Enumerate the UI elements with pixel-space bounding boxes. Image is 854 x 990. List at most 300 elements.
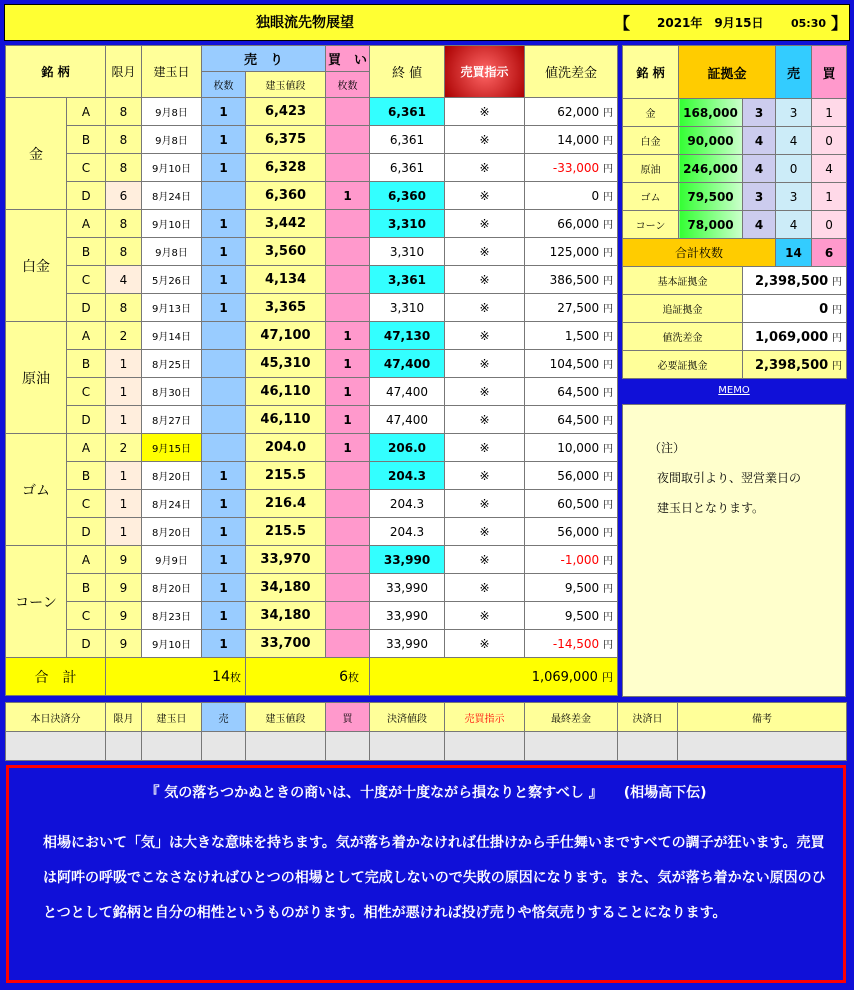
mark-to-market-diff [525, 518, 618, 546]
brand-name: ゴム [6, 434, 67, 546]
margin-total-sell: 14 [776, 239, 812, 267]
memo-note-line2: 建玉日となります。 [657, 501, 765, 515]
contract-month: 1 [106, 518, 142, 546]
mark-to-market-diff [525, 574, 618, 602]
yen-unit: 円 [603, 136, 614, 147]
diff-value: 27,500 [557, 301, 600, 315]
diff-value: 64,500 [557, 413, 600, 427]
table-row [6, 406, 618, 434]
sell-qty: 1 [202, 462, 246, 490]
build-price: 204.0 [246, 434, 326, 462]
close-price: 33,990 [370, 602, 445, 630]
trade-instruction: ※ [445, 518, 525, 546]
margin-sub-qty: 4 [743, 211, 776, 239]
contract-month: 8 [106, 126, 142, 154]
contract-letter: B [67, 238, 106, 266]
contract-month: 2 [106, 434, 142, 462]
margin-brand: 原油 [623, 155, 679, 183]
margin-buy-qty: 0 [812, 127, 847, 155]
buy-qty [326, 126, 370, 154]
build-date: 8月24日 [142, 490, 202, 518]
summary-label: 追証拠金 [623, 295, 743, 323]
header-build-price: 建玉値段 [246, 72, 326, 98]
settlement-header: 備考 [678, 703, 847, 732]
close-price: 204.3 [370, 490, 445, 518]
table-row [6, 518, 618, 546]
contract-month: 1 [106, 490, 142, 518]
contract-month: 8 [106, 210, 142, 238]
settlement-header: 最終差金 [525, 703, 618, 732]
diff-value: -14,500 [552, 637, 600, 651]
proverb-title: 『 気の落ちつかぬときの商いは、十度が十度ながら損なりと察すべし 』 (相場高下伝) [145, 785, 707, 801]
table-row [6, 434, 618, 462]
close-price: 6,361 [370, 154, 445, 182]
contract-letter: A [67, 98, 106, 126]
margin-sell-qty: 0 [776, 155, 812, 183]
settlement-header: 本日決済分 [6, 703, 106, 732]
summary-amount: 2,398,500 [754, 273, 829, 289]
close-price: 6,361 [370, 126, 445, 154]
mark-to-market-diff [525, 602, 618, 630]
build-price: 215.5 [246, 518, 326, 546]
sell-qty: 1 [202, 518, 246, 546]
buy-qty [326, 574, 370, 602]
margin-table [622, 45, 847, 379]
contract-month: 4 [106, 266, 142, 294]
buy-qty [326, 294, 370, 322]
contract-letter: A [67, 434, 106, 462]
build-date: 9月14日 [142, 322, 202, 350]
yen-unit: 円 [603, 556, 614, 567]
summary-amount: 0 [819, 301, 829, 317]
margin-total-label: 合計枚数 [623, 239, 776, 267]
yen-unit: 円 [603, 304, 614, 315]
contract-month: 6 [106, 182, 142, 210]
margin-row [623, 99, 847, 127]
build-price: 6,328 [246, 154, 326, 182]
mark-to-market-diff [525, 266, 618, 294]
mark-to-market-diff [525, 210, 618, 238]
contract-letter: A [67, 546, 106, 574]
contract-month: 8 [106, 294, 142, 322]
settlement-cell[interactable] [142, 732, 202, 761]
mark-to-market-diff [525, 126, 618, 154]
diff-value: 104,500 [549, 357, 600, 371]
sell-qty: 1 [202, 210, 246, 238]
yen-unit: 円 [603, 220, 614, 231]
trade-instruction: ※ [445, 182, 525, 210]
table-row [6, 378, 618, 406]
build-date: 8月25日 [142, 350, 202, 378]
mark-to-market-diff [525, 462, 618, 490]
settlement-header: 売 [202, 703, 246, 732]
table-row [6, 490, 618, 518]
contract-month: 1 [106, 406, 142, 434]
settlement-header-row [6, 703, 847, 732]
buy-qty [326, 238, 370, 266]
margin-header-buy: 買 [812, 46, 847, 99]
yen-unit: 円 [603, 192, 614, 203]
close-price: 47,400 [370, 350, 445, 378]
sell-qty: 1 [202, 490, 246, 518]
margin-summary-row [623, 267, 847, 295]
diff-value: 125,000 [549, 245, 600, 259]
diff-value: 9,500 [564, 581, 600, 595]
summary-value [743, 323, 847, 351]
settlement-cell[interactable] [326, 732, 370, 761]
margin-body [623, 99, 847, 239]
yen-unit: 円 [603, 500, 614, 511]
yen-unit: 円 [603, 612, 614, 623]
mark-to-market-diff [525, 406, 618, 434]
trade-instruction: ※ [445, 266, 525, 294]
summary-yen: 円 [832, 276, 843, 288]
contract-letter: A [67, 210, 106, 238]
summary-yen: 円 [832, 304, 843, 316]
yen-unit: 円 [603, 416, 614, 427]
trade-instruction: ※ [445, 238, 525, 266]
table-row [6, 238, 618, 266]
header-close: 終 値 [370, 46, 445, 98]
build-date: 9月8日 [142, 98, 202, 126]
trade-instruction: ※ [445, 490, 525, 518]
close-price: 6,361 [370, 98, 445, 126]
contract-letter: C [67, 490, 106, 518]
buy-qty [326, 98, 370, 126]
margin-summary-row [623, 323, 847, 351]
build-price: 6,375 [246, 126, 326, 154]
settlement-cell[interactable] [445, 732, 525, 761]
yen-unit: 円 [603, 444, 614, 455]
table-row [6, 182, 618, 210]
margin-sub-qty: 4 [743, 155, 776, 183]
header-bar [4, 4, 850, 41]
build-price: 33,970 [246, 546, 326, 574]
close-price: 206.0 [370, 434, 445, 462]
total-diff-value: 1,069,000 [531, 669, 598, 685]
build-price: 3,442 [246, 210, 326, 238]
build-date: 8月20日 [142, 574, 202, 602]
build-price: 45,310 [246, 350, 326, 378]
mark-to-market-diff [525, 294, 618, 322]
total-buy-unit: 枚 [348, 670, 360, 684]
settlement-cell[interactable] [618, 732, 678, 761]
build-price: 47,100 [246, 322, 326, 350]
margin-amount: 78,000 [679, 211, 743, 239]
summary-label: 必要証拠金 [623, 351, 743, 379]
mark-to-market-diff [525, 154, 618, 182]
buy-qty [326, 630, 370, 658]
contract-letter: C [67, 602, 106, 630]
trade-instruction: ※ [445, 602, 525, 630]
settlement-cell[interactable] [370, 732, 445, 761]
build-date: 9月10日 [142, 630, 202, 658]
trade-instruction: ※ [445, 210, 525, 238]
summary-yen: 円 [832, 360, 843, 372]
trade-instruction: ※ [445, 126, 525, 154]
sell-qty: 1 [202, 294, 246, 322]
table-row [6, 210, 618, 238]
header-buy: 買 い [326, 46, 370, 72]
buy-qty: 1 [326, 378, 370, 406]
diff-value: 10,000 [557, 441, 600, 455]
contract-letter: D [67, 630, 106, 658]
memo-link[interactable]: MEMO [622, 380, 846, 402]
settlement-header: 建玉日 [142, 703, 202, 732]
buy-qty: 1 [326, 434, 370, 462]
margin-sell-qty: 3 [776, 99, 812, 127]
close-price: 3,361 [370, 266, 445, 294]
header-sell-qty: 枚数 [202, 72, 246, 98]
close-price: 204.3 [370, 462, 445, 490]
diff-value: 9,500 [564, 609, 600, 623]
table-row [6, 462, 618, 490]
settlement-header: 決済日 [618, 703, 678, 732]
diff-value: 14,000 [557, 133, 600, 147]
sell-qty: 1 [202, 602, 246, 630]
build-price: 4,134 [246, 266, 326, 294]
total-buy-value: 6 [339, 668, 349, 685]
margin-brand: 金 [623, 99, 679, 127]
total-sell-value: 14 [212, 668, 230, 685]
margin-header-margin: 証拠金 [679, 46, 776, 99]
build-price: 3,560 [246, 238, 326, 266]
build-date: 9月15日 [142, 434, 202, 462]
contract-letter: B [67, 350, 106, 378]
trade-instruction: ※ [445, 322, 525, 350]
margin-buy-qty: 0 [812, 211, 847, 239]
margin-summary-row [623, 351, 847, 379]
diff-value: 56,000 [557, 525, 600, 539]
buy-qty [326, 518, 370, 546]
contract-letter: B [67, 574, 106, 602]
settlement-cell[interactable] [246, 732, 326, 761]
settlement-header: 買 [326, 703, 370, 732]
close-price: 47,400 [370, 378, 445, 406]
margin-amount: 246,000 [679, 155, 743, 183]
close-price: 6,360 [370, 182, 445, 210]
header-diff: 値洗差金 [525, 46, 618, 98]
yen-unit: 円 [603, 164, 614, 175]
sell-qty: 1 [202, 630, 246, 658]
contract-month: 8 [106, 238, 142, 266]
settlement-cell[interactable] [6, 732, 106, 761]
yen-unit: 円 [603, 332, 614, 343]
settlement-header: 限月 [106, 703, 142, 732]
buy-qty: 1 [326, 182, 370, 210]
sell-qty: 1 [202, 154, 246, 182]
contract-month: 9 [106, 602, 142, 630]
build-date: 9月10日 [142, 210, 202, 238]
table-row [6, 322, 618, 350]
margin-summary [623, 267, 847, 379]
build-date: 9月8日 [142, 238, 202, 266]
contract-month: 8 [106, 98, 142, 126]
page-title: 独眼流先物展望 [256, 15, 354, 31]
close-price: 3,310 [370, 210, 445, 238]
diff-value: 386,500 [549, 273, 600, 287]
build-date: 9月9日 [142, 546, 202, 574]
yen-unit: 円 [603, 108, 614, 119]
margin-row [623, 183, 847, 211]
brand-name: コーン [6, 546, 67, 658]
yen-unit: 円 [603, 640, 614, 651]
settlement-cell[interactable] [202, 732, 246, 761]
diff-value: -1,000 [560, 553, 600, 567]
margin-header-brand: 銘 柄 [623, 46, 679, 99]
build-date: 9月10日 [142, 154, 202, 182]
sell-qty: 1 [202, 126, 246, 154]
mark-to-market-diff [525, 350, 618, 378]
sell-qty: 1 [202, 574, 246, 602]
total-label: 合 計 [6, 658, 106, 696]
yen-unit: 円 [603, 472, 614, 483]
settlement-cell[interactable] [678, 732, 847, 761]
diff-value: 60,500 [557, 497, 600, 511]
diff-value: 62,000 [557, 105, 600, 119]
buy-qty [326, 602, 370, 630]
report-date: 2021年 9月15日 [657, 16, 764, 30]
margin-sub-qty: 3 [743, 99, 776, 127]
summary-yen: 円 [832, 332, 843, 344]
trade-instruction: ※ [445, 574, 525, 602]
positions-table [5, 45, 618, 696]
margin-sell-qty: 3 [776, 183, 812, 211]
build-date: 8月20日 [142, 518, 202, 546]
settlement-header: 決済値段 [370, 703, 445, 732]
diff-value: 64,500 [557, 385, 600, 399]
header-instruction: 売買指示 [445, 46, 525, 98]
contract-month: 9 [106, 574, 142, 602]
total-diff-yen: 円 [602, 670, 614, 684]
build-date: 5月26日 [142, 266, 202, 294]
contract-letter: D [67, 294, 106, 322]
trade-instruction: ※ [445, 406, 525, 434]
mark-to-market-diff [525, 630, 618, 658]
settlement-cell[interactable] [525, 732, 618, 761]
header-buy-qty: 枚数 [326, 72, 370, 98]
memo-note-line1: 夜間取引より、翌営業日の [657, 471, 802, 485]
summary-label: 基本証拠金 [623, 267, 743, 295]
build-price: 216.4 [246, 490, 326, 518]
diff-value: 56,000 [557, 469, 600, 483]
sell-qty [202, 434, 246, 462]
close-price: 47,130 [370, 322, 445, 350]
settlement-empty-row [6, 732, 847, 761]
diff-value: 0 [591, 189, 600, 203]
contract-letter: D [67, 518, 106, 546]
build-date: 8月20日 [142, 462, 202, 490]
settlement-cell[interactable] [106, 732, 142, 761]
trade-instruction: ※ [445, 294, 525, 322]
trade-instruction: ※ [445, 546, 525, 574]
table-row [6, 294, 618, 322]
close-price: 33,990 [370, 546, 445, 574]
yen-unit: 円 [603, 528, 614, 539]
table-row [6, 266, 618, 294]
yen-unit: 円 [603, 276, 614, 287]
contract-month: 9 [106, 630, 142, 658]
summary-amount: 2,398,500 [754, 357, 829, 373]
sell-qty [202, 182, 246, 210]
buy-qty [326, 210, 370, 238]
margin-buy-qty: 4 [812, 155, 847, 183]
build-date: 8月30日 [142, 378, 202, 406]
header-month: 限月 [106, 46, 142, 98]
sell-qty [202, 350, 246, 378]
trade-instruction: ※ [445, 462, 525, 490]
mark-to-market-diff [525, 182, 618, 210]
memo-box [622, 404, 846, 697]
total-buy [246, 658, 370, 696]
table-row [6, 350, 618, 378]
table-row [6, 98, 618, 126]
sell-qty [202, 322, 246, 350]
build-price: 34,180 [246, 574, 326, 602]
brand-name: 白金 [6, 210, 67, 322]
build-date: 8月27日 [142, 406, 202, 434]
contract-month: 1 [106, 462, 142, 490]
brand-name: 金 [6, 98, 67, 210]
contract-letter: C [67, 266, 106, 294]
total-diff [370, 658, 618, 696]
summary-value [743, 351, 847, 379]
margin-header-sell: 売 [776, 46, 812, 99]
margin-row [623, 211, 847, 239]
close-price: 204.3 [370, 518, 445, 546]
proverb-box [6, 765, 846, 983]
buy-qty [326, 462, 370, 490]
buy-qty [326, 490, 370, 518]
build-price: 215.5 [246, 462, 326, 490]
table-row [6, 154, 618, 182]
memo-note-head: （注） [649, 441, 686, 455]
mark-to-market-diff [525, 238, 618, 266]
build-date: 9月13日 [142, 294, 202, 322]
contract-letter: C [67, 154, 106, 182]
buy-qty [326, 546, 370, 574]
contract-month: 1 [106, 378, 142, 406]
positions-body [6, 98, 618, 658]
yen-unit: 円 [603, 388, 614, 399]
mark-to-market-diff [525, 322, 618, 350]
trade-instruction: ※ [445, 378, 525, 406]
sell-qty [202, 378, 246, 406]
build-date: 8月23日 [142, 602, 202, 630]
sell-qty: 1 [202, 98, 246, 126]
close-price: 47,400 [370, 406, 445, 434]
trade-instruction: ※ [445, 350, 525, 378]
contract-letter: A [67, 322, 106, 350]
contract-month: 1 [106, 350, 142, 378]
trade-instruction: ※ [445, 630, 525, 658]
contract-letter: C [67, 378, 106, 406]
diff-value: -33,000 [552, 161, 600, 175]
mark-to-market-diff [525, 434, 618, 462]
trade-instruction: ※ [445, 434, 525, 462]
margin-buy-qty: 1 [812, 99, 847, 127]
yen-unit: 円 [603, 360, 614, 371]
summary-amount: 1,069,000 [754, 329, 829, 345]
build-price: 6,423 [246, 98, 326, 126]
mark-to-market-diff [525, 546, 618, 574]
table-row [6, 630, 618, 658]
contract-month: 8 [106, 154, 142, 182]
diff-value: 66,000 [557, 217, 600, 231]
margin-brand: ゴム [623, 183, 679, 211]
buy-qty: 1 [326, 406, 370, 434]
summary-value [743, 267, 847, 295]
